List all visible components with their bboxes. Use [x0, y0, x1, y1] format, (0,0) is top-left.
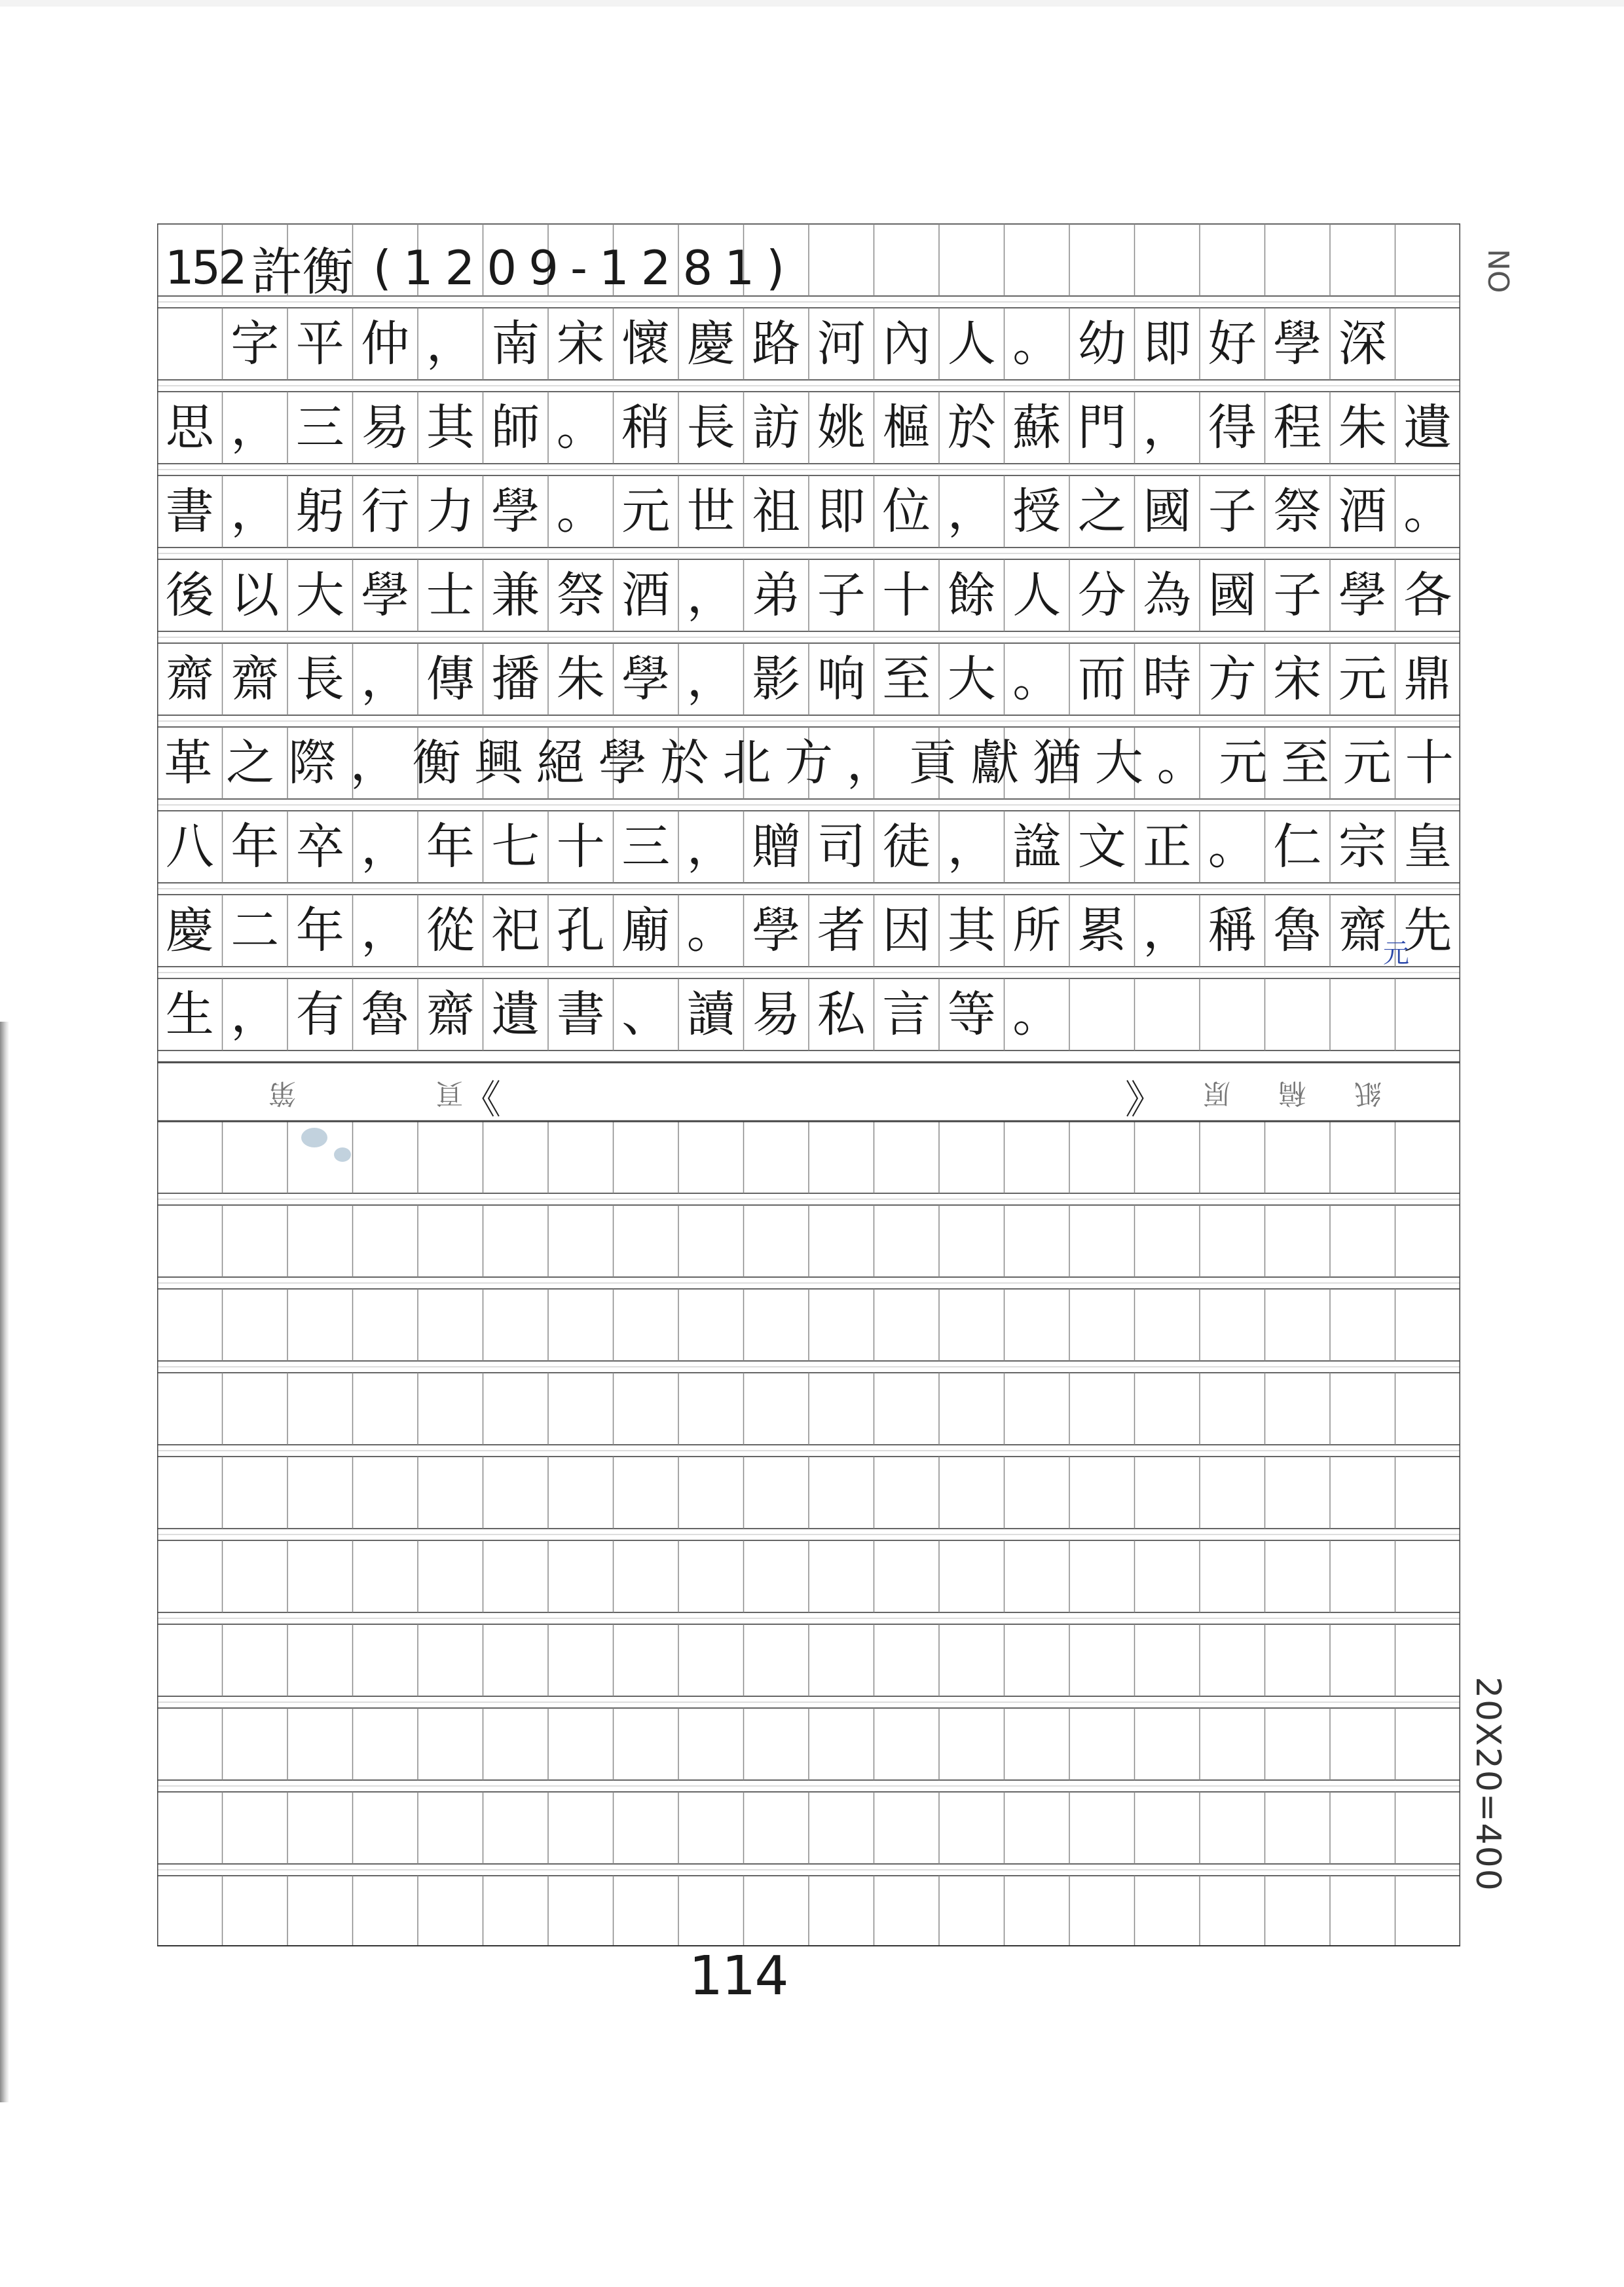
character-cell: ，	[947, 483, 996, 540]
character-cell: 遺	[1403, 400, 1452, 456]
character-cell: 仁	[1273, 819, 1322, 875]
character-cell: 懷	[621, 316, 671, 372]
character-cell: 十	[556, 819, 605, 875]
character-cell: ，	[361, 651, 410, 707]
character-cell: 書	[165, 483, 214, 540]
grid-size-label: 20X20=400	[1468, 1677, 1507, 1892]
character-cell: 言	[882, 986, 931, 1043]
character-cell: 齋	[426, 986, 475, 1043]
character-cell: 國	[1143, 483, 1192, 540]
entry-number: 152	[165, 241, 245, 295]
character-cell: 。	[686, 902, 735, 959]
character-cell: ，	[231, 483, 280, 540]
character-cell: 酒	[1338, 483, 1387, 540]
character-cell: 朱	[556, 651, 605, 707]
character-cell: 贈	[752, 819, 801, 875]
character-cell: 學	[1338, 567, 1387, 623]
character-cell: 得	[1208, 400, 1257, 456]
fishtail-mark-right: 》	[1125, 1077, 1164, 1123]
character-cell: 即	[1143, 316, 1192, 372]
character-cell: ，	[686, 567, 735, 623]
character-cell: ，	[686, 651, 735, 707]
manuscript-paper-label: 紙 稿 原	[1183, 1077, 1382, 1109]
character-cell: 者	[817, 902, 866, 959]
character-cell: 獻	[970, 735, 1020, 791]
character-cell: 衡	[412, 735, 461, 791]
character-cell: 卒	[295, 819, 344, 875]
margin-annotation: 元	[1383, 939, 1409, 969]
character-cell: 稍	[621, 400, 671, 456]
character-cell: 傳	[426, 651, 475, 707]
character-cell: 貢	[908, 735, 957, 791]
character-cell: 讀	[686, 986, 735, 1043]
character-cell: 。	[1012, 316, 1061, 372]
character-cell: 學	[491, 483, 540, 540]
character-cell: 二	[231, 902, 280, 959]
character-cell: 國	[1208, 567, 1257, 623]
character-cell: 。	[1208, 819, 1257, 875]
character-cell: 幼	[1077, 316, 1126, 372]
character-cell: 酒	[621, 567, 671, 623]
edge-mark: NO	[1481, 249, 1515, 293]
character-cell: 南	[491, 316, 540, 372]
character-cell: ，	[686, 819, 735, 875]
character-cell: 樞	[882, 400, 931, 456]
character-cell: 世	[686, 483, 735, 540]
character-cell: 。	[1403, 483, 1452, 540]
character-cell: 朱	[1338, 400, 1387, 456]
character-cell: 。	[1012, 651, 1061, 707]
character-cell: 兼	[491, 567, 540, 623]
character-cell: 私	[817, 986, 866, 1043]
character-cell: 慶	[686, 316, 735, 372]
character-cell: 鼎	[1403, 651, 1452, 707]
character-cell: 仲	[361, 316, 410, 372]
character-cell: 學	[1273, 316, 1322, 372]
character-cell: 革	[164, 735, 213, 791]
character-cell: 元	[1342, 735, 1392, 791]
character-cell: 於	[947, 400, 996, 456]
character-cell: 累	[1077, 902, 1126, 959]
character-cell: 七	[491, 819, 540, 875]
character-cell: 皇	[1403, 819, 1452, 875]
character-cell: 好	[1208, 316, 1257, 372]
character-cell: 書	[556, 986, 605, 1043]
character-cell: ，	[350, 735, 399, 791]
character-cell: 各	[1403, 567, 1452, 623]
text-row	[157, 895, 1460, 967]
character-cell: 年	[231, 819, 280, 875]
character-cell: 祖	[752, 483, 801, 540]
scan-speck	[301, 1128, 327, 1147]
character-cell: 大	[947, 651, 996, 707]
character-cell: 分	[1077, 567, 1126, 623]
character-cell: ，	[231, 400, 280, 456]
character-cell: 元	[1338, 651, 1387, 707]
character-cell: 徒	[882, 819, 931, 875]
character-cell: 宋	[556, 316, 605, 372]
character-cell: 其	[947, 902, 996, 959]
character-cell: 子	[1208, 483, 1257, 540]
character-cell: 人	[1012, 567, 1061, 623]
character-cell: 位	[882, 483, 931, 540]
character-cell: 有	[295, 986, 344, 1043]
character-cell: ，	[231, 986, 280, 1043]
character-cell: 學	[752, 902, 801, 959]
character-cell: 至	[882, 651, 931, 707]
character-cell: 正	[1143, 819, 1192, 875]
text-row	[157, 978, 1460, 1051]
character-cell: 十	[882, 567, 931, 623]
character-cell: 子	[1273, 567, 1322, 623]
character-cell: 蘇	[1012, 400, 1061, 456]
character-cell: ，	[426, 316, 475, 372]
character-cell: ，	[846, 735, 895, 791]
character-cell: 三	[621, 819, 671, 875]
sheet-center-band	[157, 1062, 1460, 1121]
text-row	[157, 811, 1460, 883]
text-row	[157, 559, 1460, 631]
character-cell: ，	[361, 902, 410, 959]
character-cell: 文	[1077, 819, 1126, 875]
character-cell: 路	[752, 316, 801, 372]
character-cell: 所	[1012, 902, 1061, 959]
character-cell: 大	[1094, 735, 1143, 791]
character-cell: 影	[752, 651, 801, 707]
character-cell: 齋	[1338, 902, 1387, 959]
character-cell: 絕	[536, 735, 585, 791]
character-cell: 學	[598, 735, 647, 791]
scan-shadow	[0, 1022, 9, 2102]
character-cell: 後	[165, 567, 214, 623]
character-cell: 內	[882, 316, 931, 372]
page-label: 頁 第	[203, 1077, 464, 1109]
character-cell: 魯	[1273, 902, 1322, 959]
character-cell: ，	[1143, 902, 1192, 959]
character-cell: ，	[1143, 400, 1192, 456]
character-cell: 即	[817, 483, 866, 540]
character-cell: 餘	[947, 567, 996, 623]
character-cell: 時	[1143, 651, 1192, 707]
character-cell: 齋	[165, 651, 214, 707]
character-cell: 稱	[1208, 902, 1257, 959]
character-cell: ，	[361, 819, 410, 875]
character-cell: 人	[947, 316, 996, 372]
character-cell: 。	[1012, 986, 1061, 1043]
character-cell: 躬	[295, 483, 344, 540]
character-cell: 廟	[621, 902, 671, 959]
entry-title	[165, 232, 796, 304]
character-cell: 字	[231, 316, 280, 372]
character-cell: 慶	[165, 902, 214, 959]
character-cell: 行	[361, 483, 410, 540]
character-cell: 學	[361, 567, 410, 623]
character-cell: 三	[295, 400, 344, 456]
character-cell: 子	[817, 567, 866, 623]
manuscript-grid-paper	[157, 217, 1460, 1946]
character-cell: 學	[621, 651, 671, 707]
character-cell: 易	[361, 400, 410, 456]
character-cell: 其	[426, 400, 475, 456]
character-cell: 祭	[556, 567, 605, 623]
character-cell: 長	[295, 651, 344, 707]
character-cell: 為	[1143, 567, 1192, 623]
character-cell: 因	[882, 902, 931, 959]
character-cell: 門	[1077, 400, 1126, 456]
character-cell: 弟	[752, 567, 801, 623]
character-cell: 祭	[1273, 483, 1322, 540]
character-cell: ，	[947, 819, 996, 875]
text-row	[157, 475, 1460, 548]
character-cell: 訪	[752, 400, 801, 456]
character-cell: 响	[817, 651, 866, 707]
entry-name: 許衡	[251, 243, 354, 302]
character-cell: 思	[165, 400, 214, 456]
character-cell: 。	[556, 483, 605, 540]
text-row	[157, 308, 1460, 380]
character-cell: 。	[556, 400, 605, 456]
character-cell: 等	[947, 986, 996, 1043]
character-cell: 遺	[491, 986, 540, 1043]
character-cell: 而	[1077, 651, 1126, 707]
character-cell: 魯	[361, 986, 410, 1043]
character-cell: 猶	[1033, 735, 1082, 791]
character-cell: 生	[165, 986, 214, 1043]
character-cell: 至	[1281, 735, 1330, 791]
character-cell: 程	[1273, 400, 1322, 456]
text-row	[157, 727, 1460, 799]
character-cell: 先	[1403, 902, 1452, 959]
character-cell: 以	[231, 567, 280, 623]
character-cell: 大	[295, 567, 344, 623]
character-cell: 之	[226, 735, 275, 791]
character-cell: 年	[426, 819, 475, 875]
character-cell: 祀	[491, 902, 540, 959]
character-cell: 司	[817, 819, 866, 875]
character-cell: 齋	[231, 651, 280, 707]
page-number: 114	[689, 1945, 788, 2007]
character-cell: 諡	[1012, 819, 1061, 875]
character-cell: 興	[474, 735, 523, 791]
character-cell: 河	[817, 316, 866, 372]
character-cell: 易	[752, 986, 801, 1043]
character-cell: 年	[295, 902, 344, 959]
character-cell: 、	[621, 986, 671, 1043]
character-cell: 八	[165, 819, 214, 875]
character-cell: 方	[1208, 651, 1257, 707]
character-cell: 元	[1219, 735, 1268, 791]
character-cell: 。	[1156, 735, 1206, 791]
character-cell: 十	[1405, 735, 1454, 791]
character-cell: 力	[426, 483, 475, 540]
entry-dates: (1209-1281)	[373, 240, 797, 295]
character-cell: 於	[660, 735, 709, 791]
scan-speck	[334, 1147, 351, 1162]
character-cell: 授	[1012, 483, 1061, 540]
scan-top-edge	[0, 0, 1624, 7]
character-cell: 深	[1338, 316, 1387, 372]
character-cell: 元	[621, 483, 671, 540]
character-cell: 師	[491, 400, 540, 456]
character-cell: 孔	[556, 902, 605, 959]
character-cell: 從	[426, 902, 475, 959]
text-row	[157, 643, 1460, 715]
character-cell: 宋	[1273, 651, 1322, 707]
fishtail-mark-left: 《	[462, 1077, 501, 1123]
character-cell: 士	[426, 567, 475, 623]
character-cell: 際	[287, 735, 337, 791]
character-cell: 之	[1077, 483, 1126, 540]
character-cell	[157, 308, 223, 380]
character-cell: 播	[491, 651, 540, 707]
character-cell: 宗	[1338, 819, 1387, 875]
character-cell: 姚	[817, 400, 866, 456]
character-cell: 平	[295, 316, 344, 372]
character-cell: 北	[722, 735, 771, 791]
character-cell: 長	[686, 400, 735, 456]
text-row	[157, 392, 1460, 464]
character-cell: 方	[784, 735, 834, 791]
